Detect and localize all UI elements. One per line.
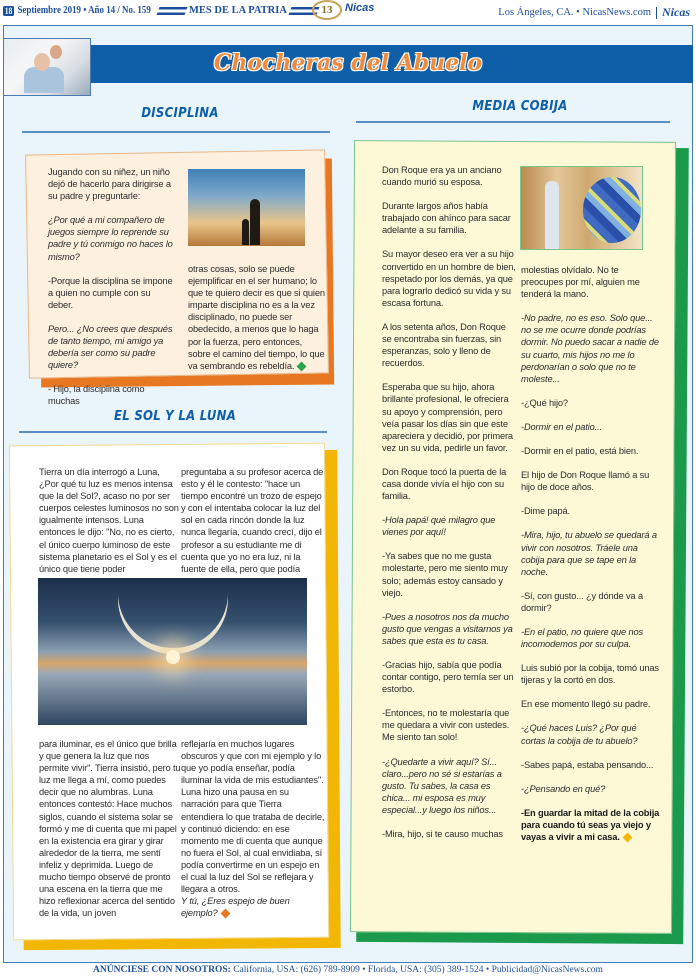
paragraph: -En guardar la mitad de la cobija para cuando tú seas ya viejo y vayas a vivir a mi casa.	[521, 807, 660, 842]
end-of-article-icon	[297, 361, 307, 371]
folded-blanket	[583, 177, 641, 243]
paragraph: -¿Quedarte a vivir aquí? Sí... claro...pero no sé si estarías a gusto. Tu sabes, la casa es chica... mi esposa es muy especial...y luego los niños...	[382, 756, 502, 815]
old-man-blanket-photo	[520, 166, 643, 250]
grandpa-figure	[24, 67, 64, 93]
father-silhouette	[250, 199, 260, 245]
media-cobija-col1	[382, 164, 516, 840]
paragraph: -Entonces, no te molestaría que me quedara a vivir con ustedes. Me siento tan solo!	[382, 708, 510, 743]
paragraph: -Ya sabes que no me gusta molestarte, pero me siento muy solo; además estoy cansado y viejo.	[382, 551, 508, 598]
paragraph: -En el patio, no quiere que nos incomodemos por su culpa.	[521, 626, 643, 650]
paragraph: Su mayor deseo era ver a su hijo convertido en un hombre de bien, respetado por los demás, ya que para lograrlo dedicó su vida y su escasa fortuna.	[382, 249, 516, 308]
flag-icon	[157, 7, 188, 15]
sol-luna-rule	[19, 431, 327, 433]
end-of-article-icon	[220, 909, 230, 919]
nicas-logo: Nicas	[662, 5, 690, 19]
section-label-text: MES DE LA PATRIA	[189, 5, 287, 16]
media-cobija-title: MEDIA COBIJA	[472, 99, 568, 114]
footer-lead: ANÚNCIESE CON NOSOTROS:	[93, 965, 231, 975]
footer-ad-line	[0, 965, 696, 975]
issue-date: Septiembre 2019 • Año 14 / No. 159	[17, 5, 151, 16]
sol-luna-bottom-col2: reflejaría en muchos lugares obscuros y que con mi ejemplo y lo que yo podía enseñar, podía iluminar la vida de mis estudiantes". Luna hizo una pausa en su narración para que Tierra entendiera lo que trataba de decirle, y continuó diciendo: en ese momento me di cuenta que aunque no fuera el Sol, al cual envidiaba, sí podía convertirme en un espejo en el cual la luz del Sol se reflejara y llegara a otros. Y tú, ¿Eres espejo de buen ejemplo?	[181, 739, 325, 919]
divider	[656, 7, 657, 19]
paragraph: molestias olvídalo. No te preocupes por mí, alguien me tenderá la mano.	[521, 265, 640, 300]
child-figure	[50, 45, 62, 59]
nicas-anniversary-logo: Nicas	[345, 2, 375, 14]
footer-rule	[3, 962, 693, 963]
grandpa-photo	[3, 38, 91, 96]
paragraph: -Mira, hijo, si te causo muchas	[382, 829, 503, 840]
issue-info	[3, 5, 151, 16]
paragraph: Pero... ¿No crees que después de tanto tiempo, mi amigo ya debería ser como su padre quiere?	[48, 323, 173, 371]
paragraph: -Mira, hijo, tu abuelo se quedará a vivir con nosotros. Tráele una cobija para que se tape en la noche.	[521, 530, 657, 577]
paragraph: -Sí, con gusto... ¿y dónde va a dormir?	[521, 590, 643, 613]
paragraph: -Dormir en el patio, está bien.	[521, 446, 639, 457]
grandpa-head	[34, 53, 50, 71]
paragraph: Don Roque era ya un anciano cuando murió su esposa.	[382, 165, 502, 188]
paragraph: -Gracias hijo, sabía que podía contar contigo, pero temía ser un estorbo.	[382, 660, 514, 695]
paragraph: -Pues a nosotros nos da mucho gusto que vengas a visitarnos ya sabes que esta es tu casa.	[382, 611, 513, 646]
paragraph: -¿Qué haces Luis? ¿Por qué cortas la cobija de tu abuelo?	[521, 723, 638, 746]
paragraph: -Sabes papá, estaba pensando...	[521, 759, 654, 770]
paragraph: -Dormir en el patio...	[521, 421, 602, 432]
sun-glow	[166, 650, 180, 664]
paragraph: Luis subió por la cobija, tomó unas tijeras y la cortó en dos.	[521, 663, 659, 686]
disciplina-title: DISCIPLINA	[141, 106, 219, 121]
disciplina-col2: otras cosas, solo se puede ejemplificar en el ser humano; lo que te quiero decir es que si quien imparte disciplina no es a la vez disciplinado, no puede ser obedecido, a menos que lo haga por la fuerza, pero entonces, sobre el camino del tiempo, lo que va sembrando es rebeldía.	[188, 264, 325, 371]
old-man-figure	[545, 181, 559, 250]
paragraph: Esperaba que su hijo, ahora brillante profesional, le ofreciera su apoyo y comprensión, pero veía pasar los días sin que este apareciera y decidió, por primera vez un su vida, pedirle un favor.	[382, 382, 513, 453]
father-child-sunset-photo	[188, 169, 305, 246]
paragraph: Durante largos años había trabajado con ahínco para sacar adelante a su familia.	[382, 201, 511, 236]
media-cobija-rule	[356, 121, 670, 123]
moon-sea-photo	[38, 578, 307, 725]
page-header	[0, 0, 696, 22]
paragraph: ¿Por qué a mi compañero de juegos siempre lo reprende su padre y tú conmigo no haces lo mismo?	[48, 215, 173, 262]
column-title: Chocheras del Abuelo	[213, 50, 483, 76]
disciplina-col1	[48, 166, 176, 408]
disciplina-rule	[22, 131, 330, 133]
paragraph: -Porque la disciplina se impone a quien no cumple con su deber.	[48, 275, 173, 310]
paragraph: El hijo de Don Roque llamó a su hijo de doce años.	[521, 470, 650, 493]
media-cobija-col2	[521, 264, 661, 843]
paragraph: - Hijo, la disciplina como muchas	[48, 384, 145, 407]
page-number: 18	[4, 5, 13, 16]
footer-contact[interactable]: California, USA: (626) 789-8909 • Florida, USA: (305) 389-1524 • Publicidad@NicasNews.com	[230, 965, 603, 975]
paragraph: -¿Qué hijo?	[521, 397, 568, 408]
location-site[interactable]: Los Ángeles, CA. • NicasNews.com	[498, 7, 651, 18]
paragraph: -Hola papá! qué milagro que vienes por aquí!	[382, 515, 496, 538]
sol-luna-title: EL SOL Y LA LUNA	[113, 409, 237, 424]
end-of-article-icon	[622, 833, 632, 843]
site-info	[498, 5, 690, 20]
paragraph: -No padre, no es eso. Solo que... no se me ocurre donde podrías dormir. No puedo sacar a nadie de su cuarto, mis hijos no me lo perdonarían o solo que no te moleste...	[521, 313, 659, 384]
sol-luna-bottom-col1: para iluminar, es el único que brilla y que genera la luz que nos permite vivir". Tierra insistió, pero tu luz me llega a mí, como puedes decir que no alumbras. Luna entonces contestó: Hace muchos siglos, cuando el sistema solar se formó y me di cuenta que mi papel en la existencia era girar y girar alrededor de la tierra, me sentí infeliz y deprimida. Luego de mucho tiempo observé de pronto una escena en la tierra que me hizo reflexionar acerca del sentido de la vida, un joven	[39, 739, 181, 919]
child-silhouette	[242, 219, 249, 245]
column-banner	[3, 45, 693, 83]
crescent-moon-icon	[118, 578, 228, 648]
paragraph: -Dime papá.	[521, 506, 570, 517]
paragraph: En ese momento llegó su padre.	[521, 699, 651, 710]
paragraph: -¿Pensando en qué?	[521, 783, 606, 794]
section-label	[158, 5, 318, 16]
anniversary-badge: 13	[312, 0, 342, 20]
sol-luna-top-col1: Tierra un día interrogó a Luna, ¿Por qué tu luz es menos intensa que la del Sol?, acaso no por ser cuerpos celestes luminosos no son igualmente intensos. Luna entonces le dijo: "No, no es cierto, el único cuerpo luminoso de este sistema planetario es el Sol y es el único que tiene poder	[39, 467, 179, 574]
sol-luna-top-col2: preguntaba a su profesor acerca de esto y él le contesto: "hace un tiempo encontré un trozo de espejo y con el intentaba colocar la luz del sol en cada rincón donde la luz nunca llegaría, cuando crecí, dijo el profesor a su estudiante me di cuenta que yo no era luz, ni la fuente de ella, pero que podía	[181, 467, 324, 574]
paragraph: Jugando con su niñez, un niño dejó de hacerlo para dirigirse a su padre y preguntarle:	[48, 167, 171, 202]
paragraph: A los setenta años, Don Roque se encontraba sin fuerzas, sin esperanzas, solo y lleno de recuerdos.	[382, 321, 506, 369]
paragraph: Don Roque tocó la puerta de la casa donde vivía el hijo con su familia.	[382, 466, 507, 502]
